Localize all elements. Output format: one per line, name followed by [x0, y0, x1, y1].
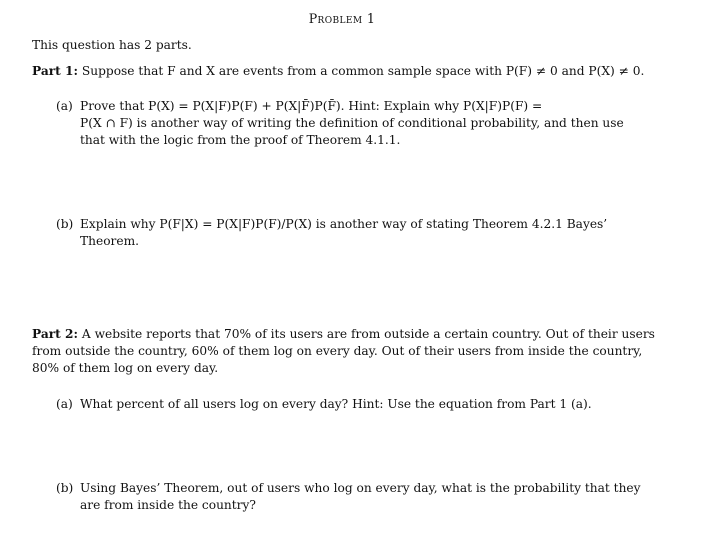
part1-item-a-line-3: that with the logic from the proof of Theorem 4.1.1. — [80, 133, 401, 147]
problem-title: Problem 1 — [308, 11, 376, 26]
part1-text: Suppose that F and X are events from a common sample space with P(F) ≠ 0 and P(X) ≠ 0. — [81, 64, 645, 78]
part2-line-1 — [32, 326, 656, 343]
part1-label: Part 1: — [32, 64, 79, 78]
part2-item-a-body — [80, 396, 656, 413]
part1-item-b — [56, 216, 656, 250]
part1-item-a-marker: (a) — [56, 99, 73, 113]
part2-line-2: from outside the country, 60% of them log on every day. Out of their users from inside the country, — [32, 344, 643, 358]
part2-item-b-line-2: are from inside the country? — [80, 498, 256, 512]
part2-item-a — [56, 396, 656, 413]
part2-item-b-body — [80, 480, 656, 514]
part1-item-b-line-2: Theorem. — [80, 234, 139, 248]
part1-item-a-line-1: Prove that P(X) = P(X|F)P(F) + P(X|F̄)P(F̄). Hint: Explain why P(X|F)P(F) = — [80, 99, 543, 113]
intro-text: This question has 2 parts. — [32, 38, 192, 52]
part2-item-b-marker: (b) — [56, 481, 74, 495]
part1-paragraph — [32, 63, 644, 80]
part2-text-1: A website reports that 70% of its users are from outside a certain country. Out of their users — [81, 327, 655, 341]
part2-paragraph — [32, 326, 656, 377]
part1-item-a — [56, 98, 656, 149]
part1-item-b-marker: (b) — [56, 217, 74, 231]
part2-item-b-line-1: Using Bayes’ Theorem, out of users who log on every day, what is the probability that they — [80, 481, 641, 495]
part2-line-3: 80% of them log on every day. — [32, 361, 219, 375]
part1-item-a-line-2: P(X ∩ F) is another way of writing the definition of conditional probability, and then use — [80, 116, 624, 130]
part1-item-b-body — [80, 216, 656, 250]
part2-item-a-marker: (a) — [56, 397, 73, 411]
part1-item-b-line-1: Explain why P(F|X) = P(X|F)P(F)/P(X) is another way of stating Theorem 4.2.1 Bayes’ — [80, 217, 608, 231]
part1-item-a-body — [80, 98, 656, 149]
part2-item-a-line-1: What percent of all users log on every day? Hint: Use the equation from Part 1 (a). — [80, 397, 592, 411]
part2-item-b — [56, 480, 656, 514]
part2-label: Part 2: — [32, 327, 79, 341]
